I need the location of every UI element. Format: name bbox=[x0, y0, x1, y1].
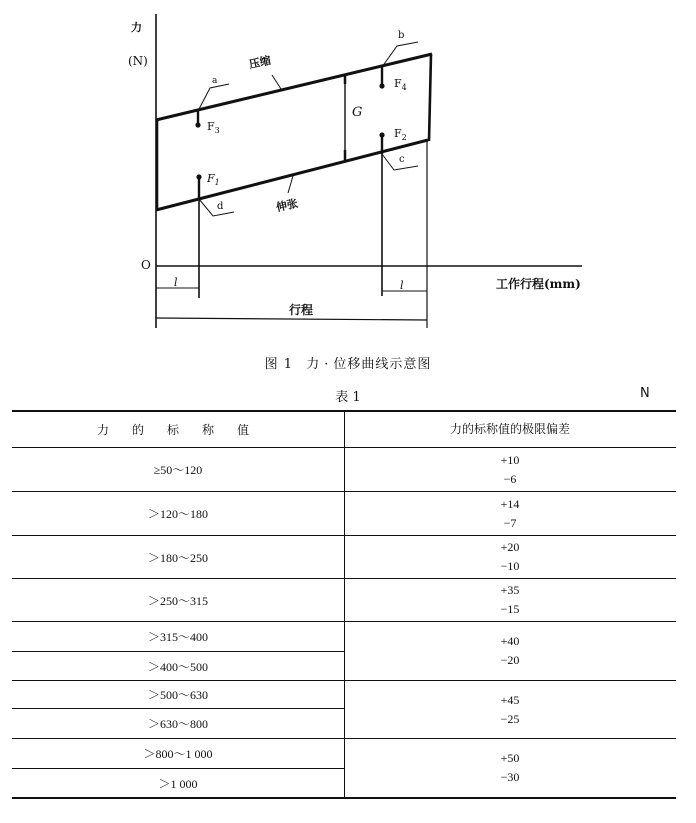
deviation-cell bbox=[344, 622, 676, 680]
gap-label: G bbox=[352, 105, 363, 120]
offset-left-label: l bbox=[174, 276, 178, 289]
force-displacement-diagram bbox=[0, 0, 696, 345]
deviation-plus: +10 bbox=[500, 452, 520, 467]
force-displacement-figure bbox=[0, 0, 696, 345]
deviation-cell bbox=[344, 579, 676, 621]
deviation-cell bbox=[344, 739, 676, 797]
y-axis-label: 力 bbox=[131, 21, 142, 34]
point-f4-label: $F_4$ bbox=[394, 77, 407, 93]
nominal-value-cell: ＞630～800 bbox=[147, 717, 208, 731]
table-unit: N bbox=[640, 386, 650, 401]
header-limit-deviation: 力的标称值的极限偏差 bbox=[449, 422, 570, 437]
origin-label: O bbox=[141, 258, 151, 272]
stroke-label: 行程 bbox=[289, 303, 314, 317]
deviation-cell bbox=[344, 448, 676, 491]
caption-part2: 位移曲线示意图 bbox=[333, 357, 432, 372]
deviation-plus: +20 bbox=[500, 540, 520, 555]
deviation-plus: +50 bbox=[500, 751, 520, 766]
nominal-value-cell: ＞250～315 bbox=[147, 593, 208, 608]
table-title: 表 1 bbox=[335, 390, 361, 405]
callout-d: d bbox=[217, 201, 224, 212]
deviation-minus: −30 bbox=[500, 770, 520, 784]
deviation-minus: −10 bbox=[500, 559, 520, 573]
nominal-value-cell: ＞500～630 bbox=[147, 688, 208, 702]
nominal-value-cell: ＞400～500 bbox=[147, 659, 208, 674]
nominal-value-cell: ＞120～180 bbox=[147, 507, 208, 521]
figure-caption: 图 1 力 · 位移曲线示意图 bbox=[264, 357, 432, 372]
offset-right-label: l bbox=[400, 279, 404, 292]
nominal-value-cell: ＞180～250 bbox=[147, 550, 208, 565]
deviation-cell bbox=[344, 492, 676, 535]
caption-number: 图 1 bbox=[264, 357, 294, 372]
compression-label: 压缩 bbox=[247, 53, 273, 72]
nominal-value-cell: ＞315～400 bbox=[147, 630, 208, 644]
callout-a: a bbox=[212, 76, 218, 86]
deviation-minus: −20 bbox=[500, 653, 520, 667]
nominal-value-cell: ≥50～120 bbox=[153, 463, 203, 477]
y-axis-unit: (N) bbox=[128, 54, 148, 68]
nominal-value-cell: ＞800～1 000 bbox=[143, 747, 213, 761]
deviation-plus: +45 bbox=[500, 692, 520, 707]
callout-b: b bbox=[398, 30, 405, 41]
deviation-minus: −25 bbox=[500, 711, 520, 726]
caption-part1: 力 bbox=[306, 357, 321, 372]
deviation-plus: +40 bbox=[500, 634, 520, 649]
deviation-minus: −6 bbox=[503, 471, 517, 486]
deviation-minus: −15 bbox=[500, 602, 520, 616]
point-f2-label: $F_2$ bbox=[394, 127, 407, 143]
deviation-cell bbox=[344, 681, 676, 738]
nominal-value-cell: ＞1 000 bbox=[158, 776, 198, 791]
point-f3-label: $F_3$ bbox=[207, 120, 220, 136]
deviation-minus: −7 bbox=[503, 515, 517, 530]
header-nominal-value: 力 的 标 称 值 bbox=[96, 423, 259, 437]
extension-label: 伸张 bbox=[274, 196, 300, 215]
point-f1-label: $F_1$ bbox=[207, 172, 220, 188]
deviation-plus: +35 bbox=[500, 583, 520, 598]
deviation-plus: +14 bbox=[500, 496, 520, 511]
x-axis-label: 工作行程(mm) bbox=[496, 277, 581, 291]
callout-c: c bbox=[399, 154, 405, 165]
deviation-cell bbox=[344, 536, 676, 578]
